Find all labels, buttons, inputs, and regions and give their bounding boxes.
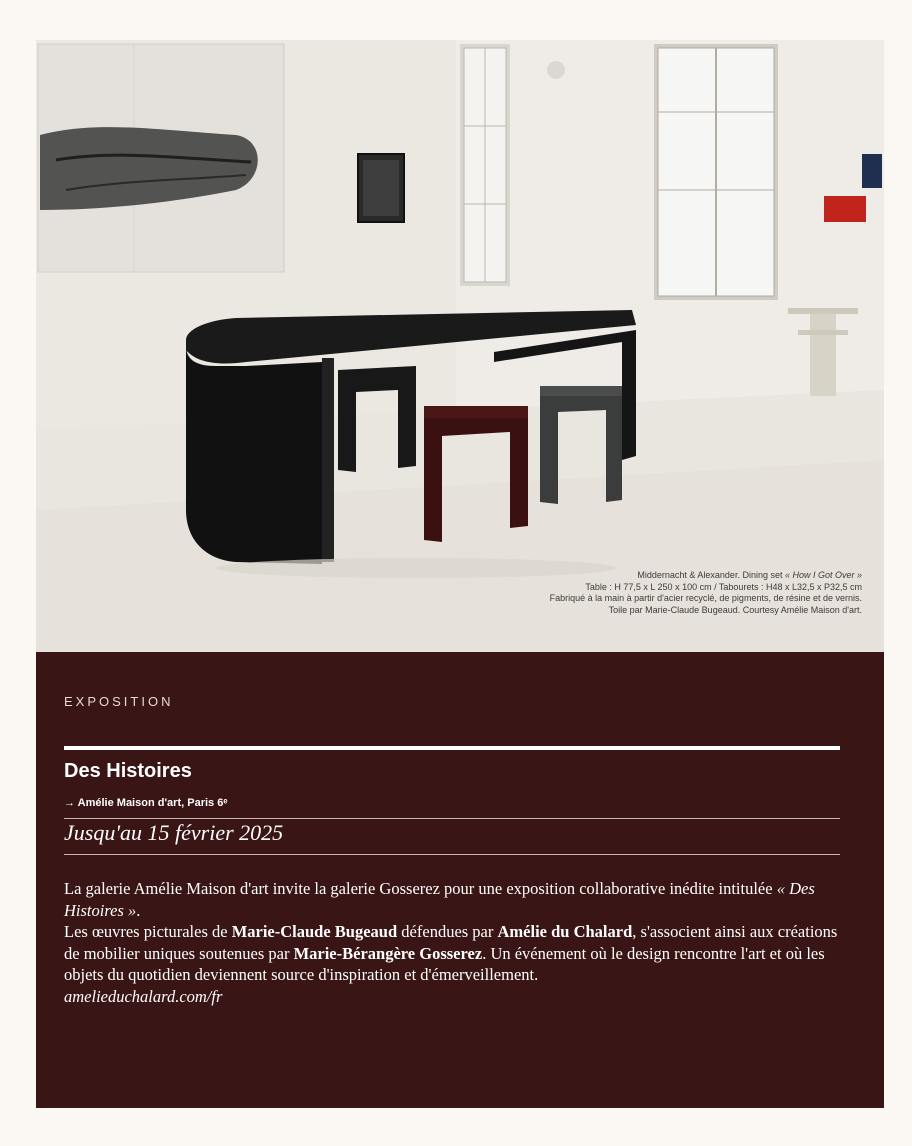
- paragraph-1: La galerie Amélie Maison d'art invite la galerie Gosserez pour une exposition collaborative inédite intitulée « Des Histoires ».: [64, 879, 815, 920]
- caption-line-4: Toile par Marie-Claude Bugeaud. Courtesy Amélie Maison d'art.: [608, 604, 862, 615]
- exhibition-dates: Jusqu'au 15 février 2025: [64, 820, 284, 845]
- exhibition-title: Des Histoires: [64, 760, 192, 782]
- magazine-page: [36, 40, 884, 1108]
- divider-thin-top: [64, 818, 840, 819]
- gallery-scene-illustration: [36, 40, 884, 652]
- gallery-photo: [36, 40, 884, 652]
- designer-gallerist-name: Marie-Bérangère Gosserez: [293, 943, 483, 963]
- caption-line-1: Middernacht & Alexander. Dining set « How I Got Over »: [637, 570, 862, 580]
- section-kicker: EXPOSITION: [64, 694, 174, 709]
- gallerist-name: Amélie du Chalard: [497, 922, 633, 941]
- caption-line-2: Table : H 77,5 x L 250 x 100 cm / Tabourets : H48 x L32,5 x P32,5 cm: [585, 581, 862, 592]
- exhibition-venue: → Amélie Maison d'art, Paris 6ᵉ: [64, 797, 228, 809]
- divider-thin-bottom: [64, 854, 840, 855]
- divider-thick: [64, 746, 840, 750]
- exhibition-description: [64, 878, 854, 1007]
- artist-name: Marie-Claude Bugeaud: [231, 922, 398, 941]
- paragraph-2: Les œuvres picturales de Marie-Claude Bugeaud défendues par Amélie du Chalard, s'associent ainsi aux créations de mobilier uniques soutenues par Marie-Bérangère Gosserez. Un événement où le design rencontre l'art et où les objets du quotidien deviennent source d'inspiration et d'émerveillement.: [64, 922, 838, 984]
- exhibition-panel: [36, 652, 884, 1108]
- photo-caption: [342, 570, 862, 616]
- website-link[interactable]: amelieduchalard.com/fr: [64, 986, 223, 1006]
- caption-line-3: Fabriqué à la main à partir d'acier recyclé, de pigments, de résine et de vernis.: [549, 593, 862, 603]
- artwork-title: « How I Got Over »: [784, 570, 862, 580]
